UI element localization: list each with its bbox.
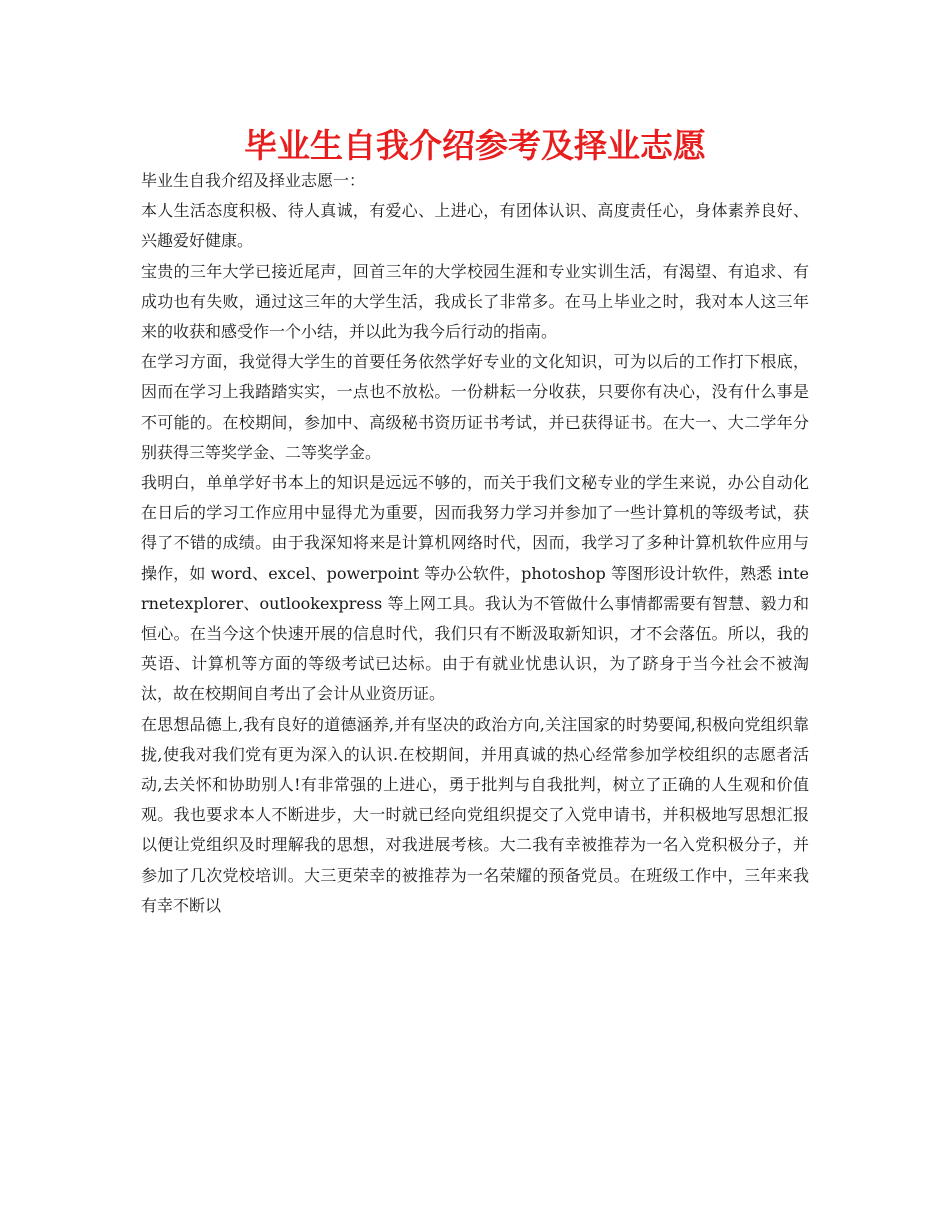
paragraph-personal-attitude: 本人生活态度积极、待人真诚，有爱心、上进心，有团体认识、高度责任心，身体素养良好、兴趣爱好健康。	[141, 201, 809, 251]
paragraph-intro-heading: 毕业生自我介绍及择业志愿一：	[141, 171, 366, 190]
paragraph-computer-skills: 我明白，单单学好书本上的知识是远远不够的，而关于我们文秘专业的学生来说，办公自动化在日后的学习工作应用中显得尤为重要，因而我努力学习并参加了一些计算机的等级考试，获得了不错的成绩。由于我深知将来是计算机网络时代，因而，我学习了多种计算机软件应用与操作，如 word、excel、powerpoint 等办公软件，photoshop 等图形设计软件，熟悉 internetexplorer、outlookexpress 等上网工具。我认为不管做什么事情都需要有智慧、毅力和恒心。在当今这个快速开展的信息时代，我们只有不断汲取新知识，才不会落伍。所以，我的英语、计算机等方面的等级考试已达标。由于有就业忧患认识，为了跻身于当今社会不被淘汰，故在校期间自考出了会计从业资历证。	[141, 473, 809, 704]
document-body	[141, 166, 809, 921]
paragraph-university-summary: 宝贵的三年大学已接近尾声，回首三年的大学校园生涯和专业实训生活，有渴望、有追求、有成功也有失败，通过这三年的大学生活，我成长了非常多。在马上毕业之时，我对本人这三年来的收获和感受作一个小结，并以此为我今后行动的指南。	[141, 261, 809, 342]
paragraph-moral-character: 在思想品德上,我有良好的道德涵养,并有坚决的政治方向,关注国家的时势要闻,积极向党组织靠拢,使我对我们党有更为深入的认识.在校期间，并用真诚的热心经常参加学校组织的志愿者活动,去关怀和协助别人!有非常强的上进心，勇于批判与自我批判，树立了正确的人生观和价值观。我也要求本人不断进步，大一时就已经向党组织提交了入党申请书，并积极地写思想汇报以便让党组织及时理解我的思想，对我进展考核。大二我有幸被推荐为一名入党积极分子，并参加了几次党校培训。大三更荣幸的被推荐为一名荣耀的预备党员。在班级工作中，三年来我有幸不断以	[141, 714, 809, 915]
document-title: 毕业生自我介绍参考及择业志愿	[244, 126, 706, 165]
paragraph-study: 在学习方面，我觉得大学生的首要任务依然学好专业的文化知识，可为以后的工作打下根底，因而在学习上我踏踏实实，一点也不放松。一份耕耘一分收获，只要你有决心，没有什么事是不可能的。在校期间，参加中、高级秘书资历证书考试，并已获得证书。在大一、大二学年分别获得三等奖学金、二等奖学金。	[141, 352, 809, 462]
